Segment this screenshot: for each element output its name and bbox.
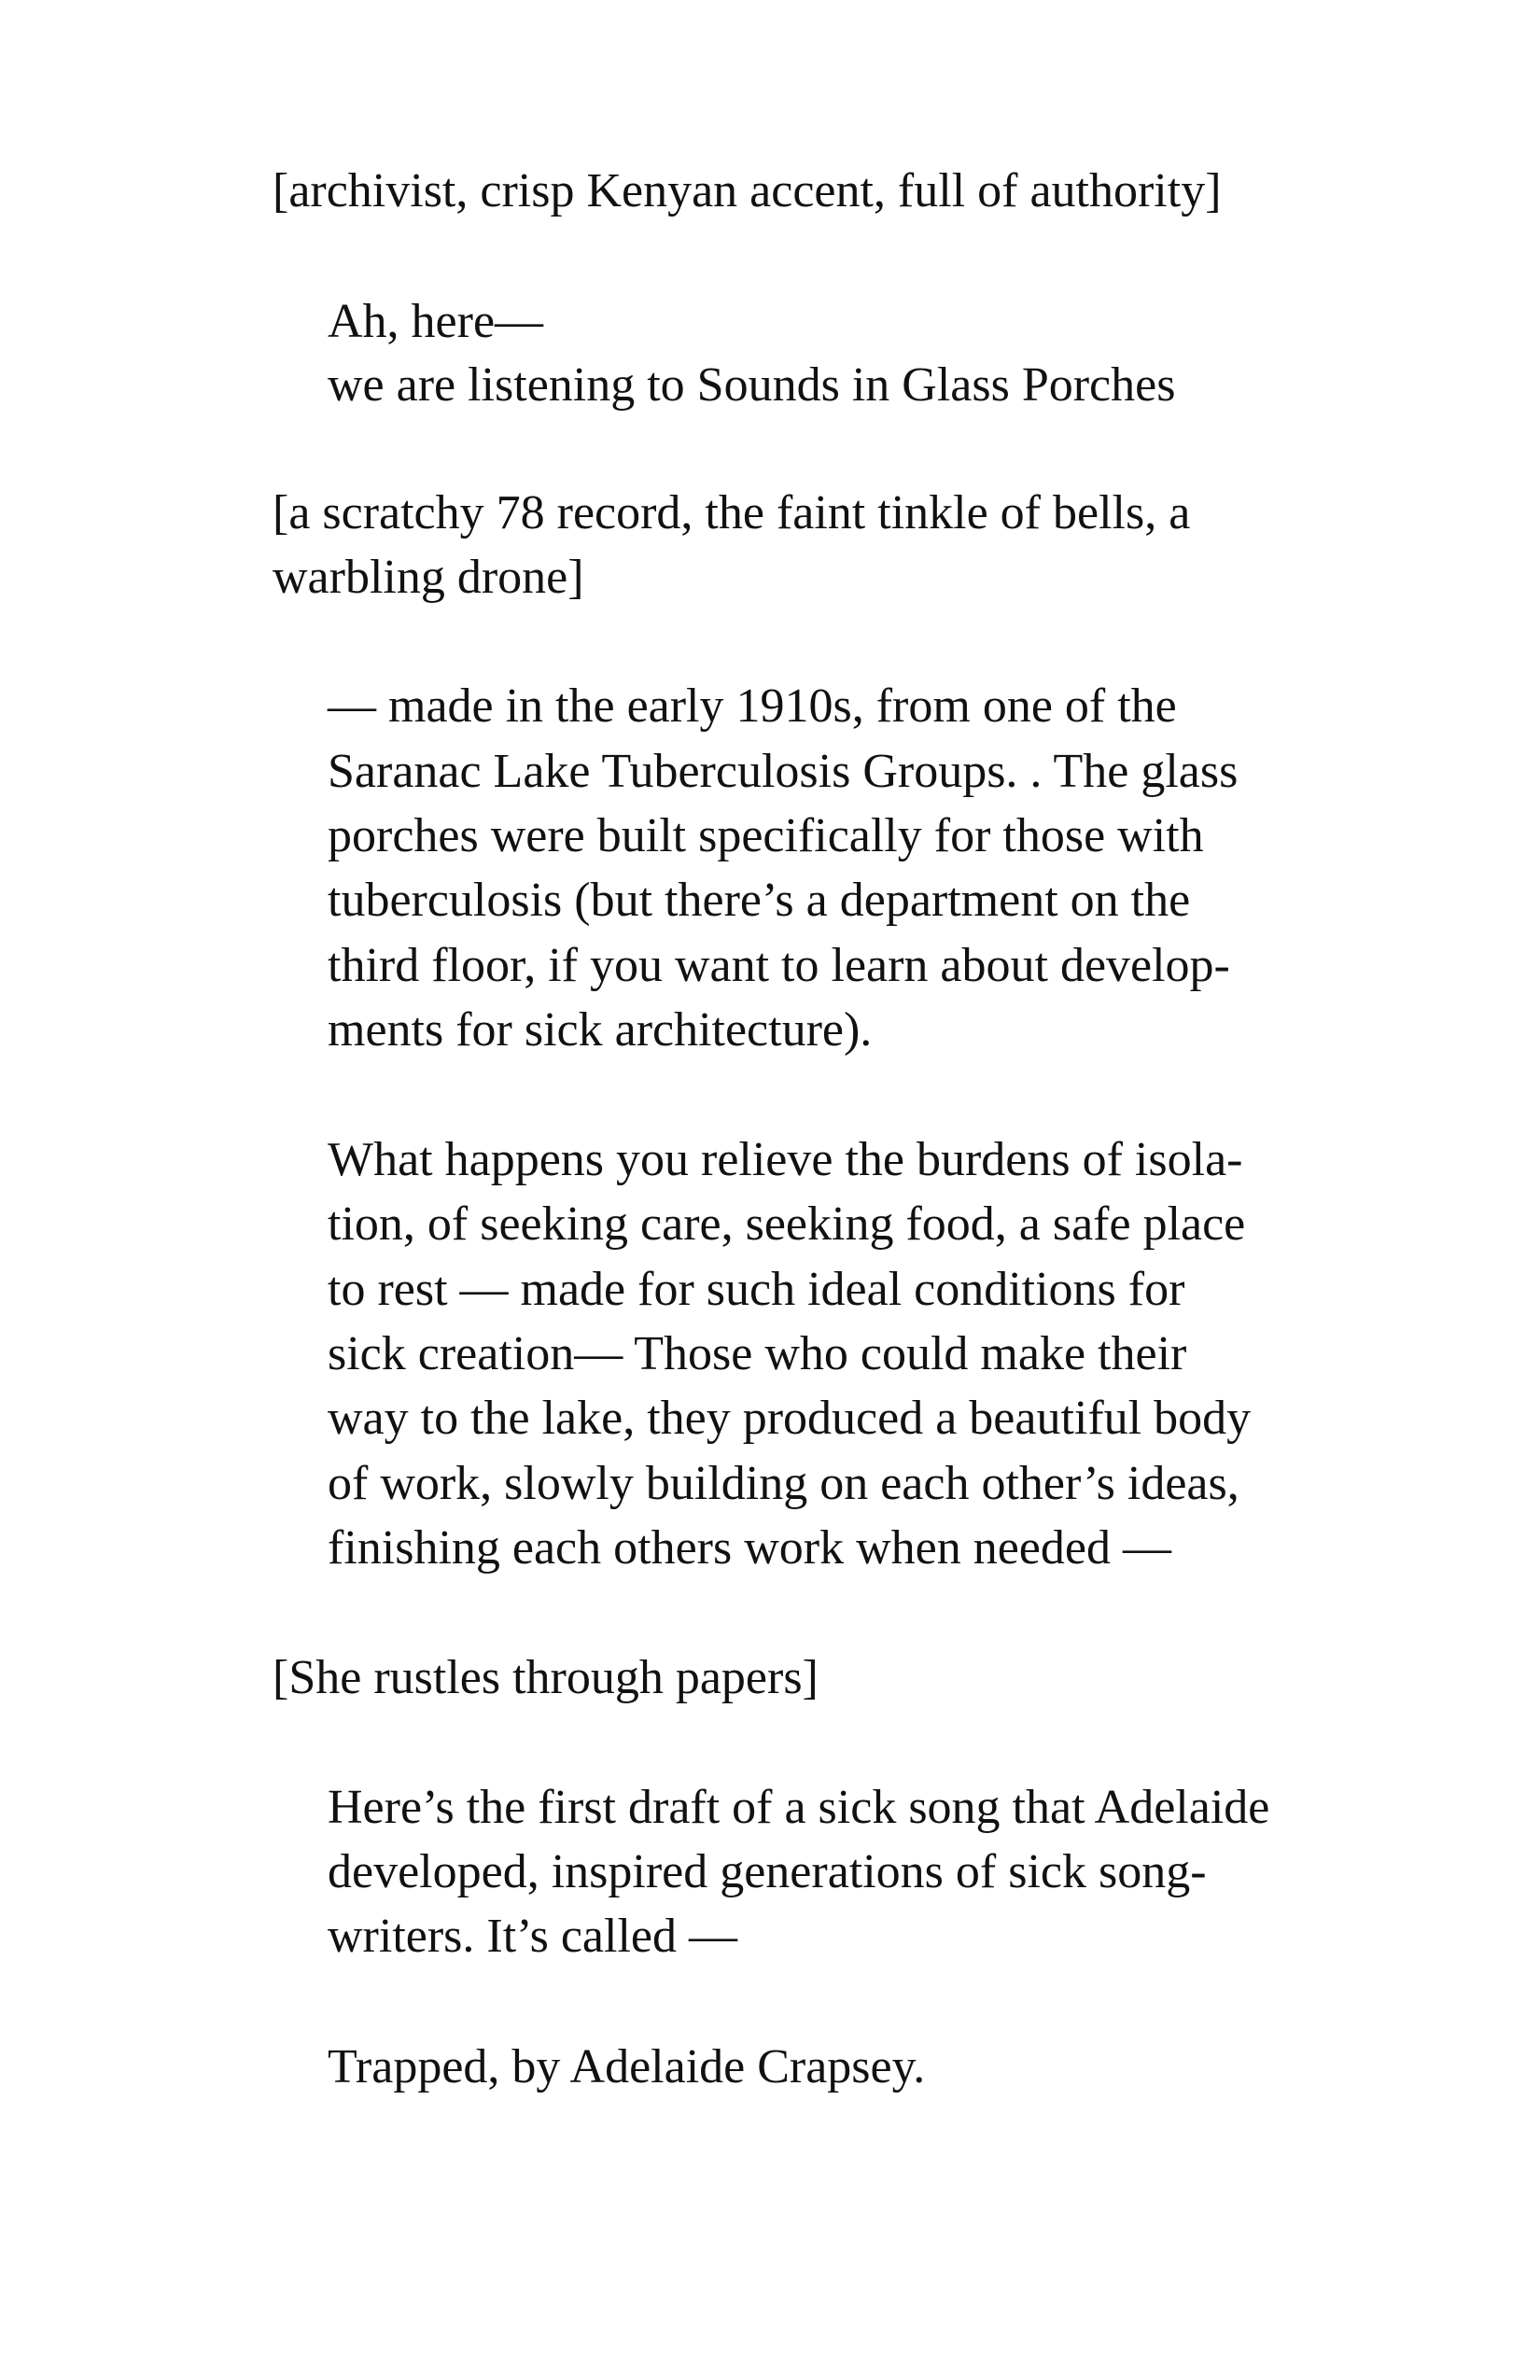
stage-direction-record: [a scratchy 78 record, the faint tinkle of bells, a [273, 486, 1191, 539]
speech-line: — made in the early 1910s, from one of the [328, 679, 1177, 733]
speech-line: developed, inspired generations of sick song- [328, 1845, 1207, 1898]
speech-line: ments for sick architecture). [328, 1003, 873, 1057]
stage-direction-archivist: [archivist, crisp Kenyan accent, full of authority] [273, 164, 1222, 217]
speech-line: we are listening to Sounds in Glass Porches [328, 358, 1176, 412]
stage-direction-record: warbling drone] [273, 551, 584, 604]
stage-direction-papers: [She rustles through papers] [273, 1651, 819, 1704]
speech-line: third floor, if you want to learn about develop- [328, 939, 1230, 992]
speech-line: Here’s the first draft of a sick song that Adelaide [328, 1781, 1270, 1834]
speech-line: tuberculosis (but there’s a department on the [328, 874, 1191, 927]
speech-line: Saranac Lake Tuberculosis Groups. . The glass [328, 745, 1239, 798]
speech-line: writers. It’s called — [328, 1910, 737, 1963]
speech-line: way to the lake, they produced a beautiful body [328, 1392, 1252, 1445]
speech-line: finishing each others work when needed — [328, 1521, 1171, 1575]
speech-line: sick creation— Those who could make their [328, 1327, 1187, 1380]
speech-line: tion, of seeking care, seeking food, a safe place [328, 1197, 1246, 1251]
speech-line: porches were built specifically for those with [328, 809, 1204, 862]
speech-line: to rest — made for such ideal conditions for [328, 1263, 1185, 1316]
speech-line: What happens you relieve the burdens of isola- [328, 1133, 1243, 1186]
speech-line: Ah, here— [328, 295, 544, 348]
song-title-line: Trapped, by Adelaide Crapsey. [328, 2040, 926, 2093]
speech-line: of work, slowly building on each other’s ideas, [328, 1457, 1239, 1510]
